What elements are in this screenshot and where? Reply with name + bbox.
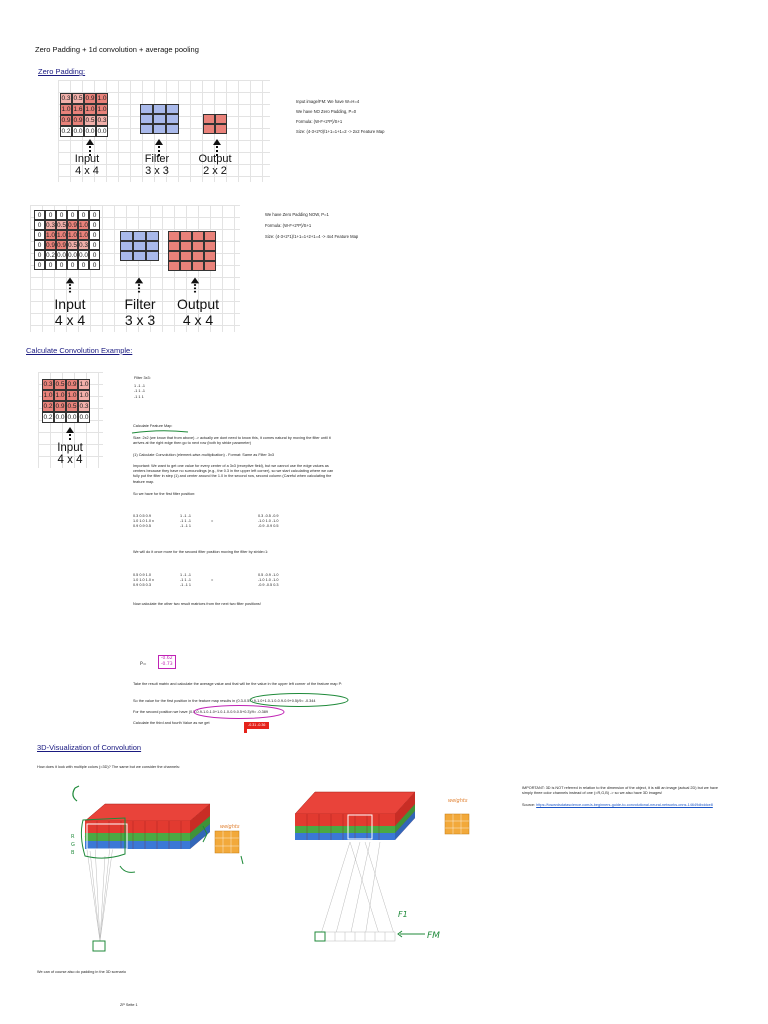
output-matrix — [203, 114, 227, 134]
zero-padding-heading: Zero Padding: — [38, 67, 86, 76]
input-cell: 0.3 — [61, 95, 71, 102]
input-label: Input 4 x 4 — [74, 153, 100, 177]
3d-conv-right — [290, 782, 505, 952]
red-value-tag: -0.31 -0.36 — [244, 722, 269, 729]
calc-feature-map-label: Calculate Feature Map: — [133, 424, 173, 428]
green-underline — [130, 428, 190, 436]
red-tag-stem — [244, 722, 247, 733]
calc-paragraph: (1) Calculate Convolution (element-wise-multiplication) - Format: Same as Filter 3x3 — [133, 453, 274, 457]
feature-map-handwritten: P= -0.62 -0.73 — [140, 655, 176, 669]
calc2-result: 0.5 -0.9 -1.0 -1.0 1.0 -1.0 -0.9 -0.5 0.3 — [258, 573, 279, 588]
calc1-matrix-b: 1 -1 -1 -1 1 -1 -1 -1 1 — [180, 514, 191, 529]
output-label: Output 4 x 4 — [176, 296, 220, 328]
side-note: IMPORTANT: 3D is NOT referred in relation to the dimension of the object, it is still an image (actual 2D) but we have simply three color channels instead of one (=R,G,B) -> so we also have 3D images! — [522, 786, 719, 796]
filter-matrix — [120, 231, 159, 261]
fm-annotation: FM — [427, 931, 440, 941]
page-footer: ZP Seite 1 — [120, 1003, 138, 1007]
notes-with-padding: We have Zero Padding NOW, P=1 Formula: (W-F+2*P)/S+1 Size: (4-3+2*1)/1+1=1+2+1=4 -> 4x4 Feature Map — [265, 212, 359, 239]
svg-text:B: B — [71, 850, 75, 856]
input-matrix — [60, 93, 108, 137]
page-title: Zero Padding + 1d convolution + average pooling — [35, 45, 199, 54]
figure-calc-input — [38, 372, 103, 468]
arrow-up-icon — [190, 275, 200, 295]
calc-mid-text: We will do it once more for the second filter position moving the filter by stride=1: — [133, 550, 269, 554]
figure-with-padding — [30, 205, 240, 332]
arrow-up-icon — [65, 275, 75, 295]
calc2-equals: = — [211, 578, 214, 582]
input-cell: 1.0 — [61, 106, 71, 113]
figure-no-padding — [58, 80, 270, 182]
filter-label: Filter 3 x 3 — [144, 153, 170, 177]
input-cell: 0.3 — [97, 117, 107, 124]
calc1-equals: = — [211, 519, 214, 523]
filter-values: Filter 3x3: 1 -1 -1 -1 1 -1 -1 1 1 — [134, 376, 151, 399]
calc-paragraph: So we have for the first filter position: — [133, 492, 196, 496]
calc-paragraph: Size: 2x2 (we know that from above) -> actually we dont need to know this, it comes natural by moving the filter until it arrives at the right edge then go to next row (both by stride parameter) — [133, 436, 331, 446]
source-link[interactable]: https://towardsdatascience.com/a-beginners-guide-to-convolutional-neural-networks-cnns-14649dbddce8 — [536, 803, 713, 807]
input-cell: 0.5 — [85, 117, 95, 124]
input-cell: 0.9 — [61, 117, 71, 124]
calc2-matrix-a: 0.5 0.9 1.0 1.0 1.0 1.0 x 0.9 0.5 0.3 — [133, 573, 154, 588]
second-value-text: For the second position we have (0.5-0.9-1.0-1.0+1.0-1.0-0.9-0.5+0.3)/9= -0.389 — [133, 710, 268, 714]
avg-text: Take the result matrix and calculate the average value and that will be the value in the upper left corner of the feature map P: — [133, 682, 343, 686]
arrow-up-icon — [134, 275, 144, 295]
svg-text:R: R — [71, 834, 75, 840]
calc1-matrix-a: 0.3 0.5 0.9 1.0 1.0 1.0 x 0.9 0.9 0.5 — [133, 514, 154, 529]
first-value-text: So the value for the first position in the feature map results in (0.3-0.5-0.9-1.0+1.0-1.0-0.9-0.9+0.5)/9= -0.344 — [133, 699, 316, 703]
output-matrix — [168, 231, 216, 271]
input-matrix: 0.3 0.5 0.9 1.0 1.0 1.0 1.0 1.0 0.2 0.9 0.5 0.3 0.2 0.0 0.0 0.0 — [43, 381, 89, 421]
input-cell: 1.6 — [73, 106, 83, 113]
calc2-matrix-b: 1 -1 -1 -1 1 -1 -1 -1 1 — [180, 573, 191, 588]
3d-question: How does it look with multiple colors (=3D)? The same but we consider the channels: — [37, 765, 180, 769]
input-cell: 1.0 — [97, 106, 107, 113]
weights-label-left: weights — [220, 824, 240, 830]
filter-label: Filter 3 x 3 — [124, 296, 156, 328]
input-cell: 0.0 — [73, 128, 83, 135]
input-cell: 0.0 — [97, 128, 107, 135]
padding-note: We can of course also do padding in the 3D scenario — [37, 970, 127, 974]
calc-paragraph: Important: We want to get one value for every center of a 3x3 (receptive field), but we cannot use the edge values as centers because they have no surroundings (e.g., the 0.3 in the upper left corner), so we start calculating where we can fully put the filter in step (1) and center around the 1.0 in the second row, second column (Careful when calculating the feature map. — [133, 464, 334, 484]
source-block: Source: https://towardsdatascience.com/a-beginners-guide-to-convolutional-neural-networks-cnns-14649dbddce8 — [522, 803, 713, 807]
weights-label-right: weights — [448, 798, 468, 804]
magenta-circle — [192, 704, 286, 720]
filter-matrix — [140, 104, 179, 134]
third-fourth-text: Calculate the third and fourth Value as we get — [133, 721, 210, 725]
3d-conv-left — [65, 776, 265, 958]
arrow-up-icon — [65, 426, 75, 442]
input-cell: 0.0 — [85, 128, 95, 135]
f1-annotation: F1 — [398, 910, 408, 919]
calc1-result: 0.3 -0.5 -0.9 -1.0 1.0 -1.0 -0.9 -0.9 0.5 — [258, 514, 279, 529]
input-cell: 0.2 — [61, 128, 71, 135]
calc-heading: Calculate Convolution Example: — [26, 346, 133, 355]
section-3d-heading: 3D-Visualization of Convolution — [37, 743, 142, 752]
output-label: Output 2 x 2 — [198, 153, 232, 177]
padded-input-matrix: 0 0 0 0 0 0 0 0.3 0.5 0.9 1.0 0 0 1.0 1.0 1.0 1.0 0 0 0.9 0.9 0.5 0.3 0 0 0.2 0.0 0.0 0.0 0 0 0 0 0 0 0 — [34, 210, 100, 270]
input-cell: 1.0 — [97, 95, 107, 102]
input-cell: 1.0 — [85, 106, 95, 113]
svg-text:G: G — [71, 842, 75, 848]
calc-after-text: Now calculate the other two result matrices from the next two filter positions! — [133, 602, 261, 606]
input-cell: 0.9 — [73, 117, 83, 124]
notes-no-padding: Input image/FM: We have W=H=4 We have NO Zero Padding, P=0 Formula: (W-F+2*P)/S+1 Size: (4-3+2*0)/1+1=1+1=2 -> 2x2 Feature Map — [296, 99, 385, 134]
input-label: Input 4 x 4 — [57, 442, 83, 466]
input-cell: 0.9 — [85, 95, 95, 102]
input-label: Input 4 x 4 — [54, 296, 86, 328]
input-cell: 0.5 — [73, 95, 83, 102]
